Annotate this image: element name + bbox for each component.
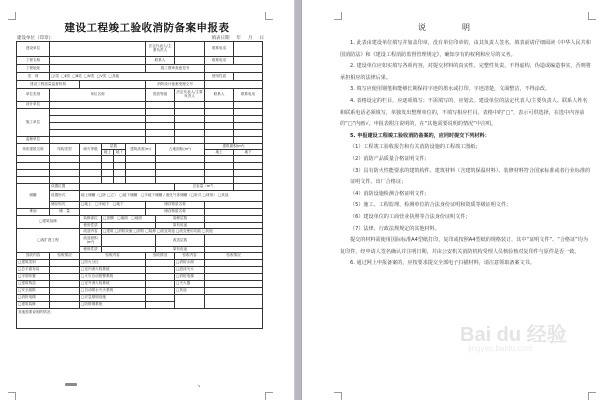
margin-corner-mark (588, 392, 596, 400)
input-cell[interactable] (234, 109, 263, 116)
input-cell[interactable] (234, 123, 263, 130)
list-item: （3）具有防火性能要求的建筑构件、建筑材料（含建筑保温材料）、装修材料符合国家标准或者行业标准的证明文件、出厂合格证； (350, 167, 591, 186)
form-row (17, 81, 263, 89)
option-checkbox[interactable]: □其他 (108, 73, 120, 78)
input-cell[interactable] (50, 295, 80, 302)
input-cell[interactable] (102, 156, 114, 163)
input-cell[interactable] (50, 116, 146, 123)
input-cell[interactable] (146, 295, 175, 302)
input-cell[interactable] (126, 177, 156, 184)
input-cell[interactable] (175, 102, 205, 109)
input-cell[interactable] (156, 177, 205, 184)
page-gap-divider (294, 0, 302, 400)
input-cell[interactable] (102, 235, 156, 247)
category-options[interactable] (50, 73, 205, 81)
inspection-row (17, 295, 263, 302)
input-cell[interactable] (234, 73, 263, 81)
margin-corner-mark (334, 12, 342, 20)
decoration-row (17, 216, 263, 223)
storage-row (17, 191, 263, 202)
margin-corner-mark (588, 12, 596, 20)
input-cell[interactable] (234, 184, 263, 191)
table-row (17, 109, 263, 116)
input-cell[interactable] (102, 163, 114, 170)
checkbox-label[interactable]: □改扩建工程 (17, 229, 80, 253)
input-cell[interactable] (50, 57, 146, 65)
column-header: 验收内容 (80, 253, 146, 260)
form-row (17, 65, 263, 73)
column-header: 验收情况 (146, 253, 175, 260)
column-header: 验收情况 (50, 253, 80, 260)
input-cell[interactable] (50, 42, 146, 57)
table-row (17, 123, 263, 130)
input-cell[interactable] (205, 137, 234, 144)
input-cell[interactable] (175, 116, 205, 123)
inspection-header-row (17, 253, 263, 260)
input-cell[interactable] (146, 302, 175, 309)
input-cell[interactable] (234, 57, 263, 65)
table-row (17, 116, 263, 123)
input-cell[interactable] (156, 170, 205, 177)
label-cell: 建设单位 (17, 42, 50, 57)
storage-row (17, 184, 263, 191)
column-header: 建筑面积(m²) (205, 144, 263, 150)
input-cell[interactable] (146, 123, 175, 130)
option-checkbox[interactable]: □Ⅰ类 (51, 73, 60, 78)
input-cell[interactable] (205, 170, 234, 177)
label-cell: 储存物质名称 (146, 209, 205, 216)
input-cell[interactable] (205, 65, 263, 73)
inspection-item[interactable]: □安全疏散 (17, 288, 50, 295)
paragraph: 4. 表格设定的栏目，应逐项填写；不需填写的，应划去。建设单位的法定代表人/主要负责人、联系人姓名和联系电话必须填写，单独发出整理单位的，不填写相应栏目。表格中的“□”，表示可供选择，在选中内容前的“□”内画√。申报表附注说明的，在“其他需要说明的情况”中注明。 (340, 97, 588, 128)
input-cell[interactable] (234, 177, 263, 184)
inspection-item[interactable]: □泡沫灭火 (175, 267, 205, 274)
input-cell[interactable] (50, 170, 80, 177)
margin-corner-mark (8, 12, 16, 20)
input-cell[interactable] (175, 42, 205, 57)
input-cell[interactable] (205, 202, 263, 209)
input-cell[interactable] (126, 163, 156, 170)
table-row (17, 163, 263, 170)
column-subheader: 地下 (114, 150, 126, 156)
date-year: 年 (236, 36, 241, 41)
form-row (17, 57, 263, 65)
inspection-item[interactable]: □建筑构造 (17, 281, 50, 288)
label-cell: 监理单位 (17, 137, 50, 144)
input-cell[interactable] (50, 156, 80, 163)
input-cell[interactable] (50, 274, 80, 281)
input-cell[interactable] (205, 130, 234, 137)
input-cell[interactable] (126, 170, 156, 177)
paragraph: 5. 申报建设工程竣工验收消防备案的，应同时提交下列材料： (350, 132, 490, 139)
label-cell: 设置形式 (50, 191, 80, 202)
inspection-item[interactable]: □消防电梯 (175, 274, 205, 281)
column-header: 单位名称 (50, 89, 146, 102)
input-cell[interactable] (50, 163, 80, 170)
input-cell[interactable] (175, 130, 205, 137)
input-cell[interactable] (50, 102, 146, 109)
label-cell: 工程名称 (17, 57, 50, 65)
label-cell: 施工图审查意见书 (146, 65, 205, 73)
input-cell[interactable] (205, 281, 263, 288)
margin-corner-mark (8, 392, 16, 400)
label-cell: 装修层数 (156, 216, 205, 223)
inspection-row (17, 281, 263, 288)
column-header: 耐火等级 (80, 144, 102, 156)
input-cell[interactable] (17, 156, 50, 163)
input-cell[interactable] (205, 156, 234, 163)
option-checkbox[interactable]: □Ⅳ类 (84, 73, 95, 78)
table-row (17, 156, 263, 163)
input-cell[interactable] (17, 177, 50, 184)
notes-row (17, 309, 263, 329)
option-group[interactable]: 地上储罐（□卧 □立） □地下储罐 □半地下储罐 / 液化气体储罐（□卧式 □球形） □其他 (80, 191, 263, 202)
input-cell[interactable] (205, 295, 263, 309)
input-cell[interactable] (80, 163, 102, 170)
table-row (17, 130, 263, 137)
column-header: 单体建筑名称 (17, 144, 50, 156)
group-label: 堆场 (17, 209, 50, 216)
input-cell[interactable] (50, 281, 80, 288)
inspection-item[interactable]: □防排烟系统 (80, 302, 146, 309)
input-cell[interactable] (50, 65, 146, 73)
inspection-item[interactable]: □平面布置 (17, 274, 50, 281)
form-row (17, 42, 263, 57)
group-label: 储罐 (17, 184, 50, 209)
input-cell[interactable] (234, 116, 263, 123)
label-cell: 改造内容 (80, 229, 102, 235)
date-day: 日 (259, 36, 264, 41)
input-cell[interactable] (146, 116, 175, 123)
notes-field[interactable]: 其他需要说明的情况： (17, 309, 263, 329)
inspection-item[interactable]: □室外消火栓系统 (80, 281, 146, 288)
column-header: 法定代表人/主要负责人 (175, 89, 205, 102)
input-cell[interactable] (50, 109, 146, 116)
input-cell[interactable] (50, 260, 80, 267)
date-label: 填表日期 (211, 36, 230, 41)
inspection-item[interactable]: □消防水源 (175, 260, 205, 267)
label-cell: 原有用途 (156, 247, 205, 253)
inspection-row (17, 260, 263, 267)
input-cell[interactable] (234, 102, 263, 109)
input-cell[interactable] (146, 130, 175, 137)
table-row (17, 137, 263, 144)
input-cell[interactable] (205, 163, 234, 170)
inspection-item[interactable]: □应急照明设施 (80, 295, 146, 302)
input-cell[interactable] (50, 130, 146, 137)
input-cell[interactable] (146, 281, 175, 288)
paragraph: 3. 填写应使用钢笔和能够长期保持字迹的墨水或打印，字迹清楚，文面整洁，不得涂改。 (350, 86, 551, 93)
option-checkbox[interactable]: □Ⅴ类 (96, 73, 107, 78)
applicant-label: 建设单位（印章）： (17, 36, 56, 41)
column-subheader: 地下 (234, 150, 263, 156)
input-cell[interactable] (146, 267, 175, 274)
column-header: 占地面积(m²) (156, 144, 205, 156)
label-cell: 设置位置 (50, 184, 80, 191)
form-title: 建设工程竣工验收消防备案申报表 (64, 22, 230, 34)
column-subheader: 地上 (205, 150, 234, 156)
option-checkbox[interactable]: □Ⅱ类 (61, 73, 71, 78)
input-cell[interactable] (102, 170, 114, 177)
label-cell: 改造面积(m²) (80, 235, 102, 247)
input-cell[interactable] (234, 156, 263, 163)
inspection-item[interactable]: □自动喷水灭火系统 (80, 288, 146, 295)
label-cell: 类 别 (17, 73, 50, 81)
input-cell[interactable] (114, 156, 126, 163)
input-cell[interactable] (205, 260, 263, 267)
input-cell[interactable] (50, 267, 80, 274)
input-cell[interactable] (205, 288, 263, 295)
input-cell[interactable] (205, 209, 263, 216)
instructions-title: 说 明 (418, 23, 484, 32)
label-cell: 使用性质 (80, 247, 102, 253)
input-cell[interactable] (50, 302, 80, 309)
margin-corner-mark (334, 392, 342, 400)
label-cell: 总容量（m³） (175, 184, 234, 191)
margin-corner-mark (265, 392, 273, 400)
margin-corner-mark (265, 12, 273, 20)
input-cell[interactable] (17, 163, 50, 170)
input-cell[interactable] (146, 288, 175, 295)
column-header: 建筑高度(m) (126, 144, 156, 156)
column-header: 验收内容 (175, 253, 205, 260)
input-cell[interactable] (50, 123, 146, 130)
list-item: （5）施工、工程监理、检测单位的合法身份证明和资质等级证明文件； (350, 202, 512, 209)
input-cell[interactable] (114, 170, 126, 177)
label-cell: 设计单位 (17, 102, 50, 109)
input-cell[interactable] (234, 163, 263, 170)
instructions-body (340, 38, 592, 270)
column-header: 验收内容 (17, 253, 50, 260)
input-cell[interactable] (146, 260, 175, 267)
column-header: 联系电话 (234, 89, 263, 102)
input-cell[interactable] (126, 156, 156, 163)
input-cell[interactable] (156, 156, 205, 163)
inspection-item[interactable]: □消防电梯 (17, 295, 50, 302)
input-cell[interactable] (205, 235, 263, 247)
inspection-item[interactable]: □防火分区 (80, 260, 146, 267)
baidu-watermark-logo: Bai du 经验 (460, 324, 567, 346)
label-cell: 储存形式 (50, 202, 80, 209)
inspection-item[interactable]: □总平面布局 (17, 267, 50, 274)
table-row (17, 177, 263, 184)
column-header: 资质等级 (146, 89, 175, 102)
option-group[interactable]: □建筑 □消防设施 □消防 □装修 □改变用途 □改变使用功能 □其他 (102, 229, 263, 235)
paragraph: 提交的材料需使用国际标准A4型纸打印，复印或按照A4型纸的规格装订，其中“证明文件”、“合格证”均为复印件，经申请人签名确认并注明日期，并由公安机关消防机构受理人员核验核对复印件与原件是否一致。 (340, 237, 588, 255)
input-cell[interactable] (234, 42, 263, 57)
input-cell[interactable] (205, 81, 263, 89)
table-corner-handle-icon[interactable]: ↘ (197, 383, 201, 388)
input-cell[interactable] (80, 81, 146, 89)
paragraph: 1. 此表由建设单位填写并加盖印章，没有单位印章的，由其负责人签名。填表前请仔细阅读《中华人民共和国消防法》和《建设工程消防监督管理规定》，确知享有的权利和应尽的义务。 (340, 40, 591, 58)
date-month: 月 (248, 36, 253, 41)
list-item: （6）建设单位的工商营业执照等合法身份证明文件； (350, 213, 471, 220)
units-header-row (17, 89, 263, 102)
option-checkbox[interactable]: □Ⅲ类 (72, 73, 82, 78)
input-cell[interactable] (234, 170, 263, 177)
input-cell[interactable] (205, 177, 234, 184)
option-group[interactable]: □地上 □半地下 □地下 (80, 202, 146, 209)
list-item: （7）法律、行政法规规定的其他材料。 (350, 225, 440, 232)
input-cell[interactable] (50, 177, 80, 184)
label-cell: 使用性质 (80, 223, 102, 229)
input-cell[interactable] (80, 156, 102, 163)
filing-form-table (16, 41, 263, 329)
input-cell[interactable] (80, 170, 102, 177)
column-header: 单位类别 (17, 89, 50, 102)
label-cell: 联系人 (146, 57, 175, 65)
input-cell[interactable] (114, 177, 126, 184)
input-cell[interactable] (146, 109, 175, 116)
input-cell[interactable] (146, 137, 175, 144)
input-cell[interactable] (205, 216, 263, 223)
label-cell: 储 量 (50, 209, 80, 216)
input-cell[interactable] (102, 177, 114, 184)
inspection-item[interactable]: □灭火器 (175, 281, 205, 288)
column-header: 验收情况 (205, 253, 263, 260)
inspection-item[interactable]: □室内消火栓系统 (80, 267, 146, 274)
label-cell: 消防设计备案受理文号 (146, 81, 205, 89)
input-cell[interactable] (205, 109, 234, 116)
inspection-row (17, 274, 263, 281)
inspection-item[interactable]: □建筑装修 (17, 302, 50, 309)
form-row (17, 73, 263, 81)
input-cell[interactable] (205, 116, 234, 123)
input-cell[interactable] (234, 137, 263, 144)
column-header: 结构类型 (50, 144, 80, 156)
paragraph: 6. 通过网上申报备案的，应按要求提交全部电子扫描材料，请注意领取备案文书。 (350, 260, 535, 267)
storage-row (17, 202, 263, 209)
inspection-item[interactable]: □建筑类别 (17, 260, 50, 267)
inspection-item[interactable]: □其他 (175, 288, 205, 295)
input-cell[interactable] (205, 267, 263, 274)
list-item: （2）消防产品质量合格证明文件； (350, 155, 430, 162)
input-cell[interactable] (156, 163, 205, 170)
label-cell: 改造层数 (156, 235, 205, 247)
input-cell[interactable] (146, 274, 175, 281)
pile-row (17, 209, 263, 216)
input-cell[interactable] (234, 130, 263, 137)
input-cell[interactable] (146, 102, 175, 109)
column-header: 联系人 (205, 89, 234, 102)
input-cell[interactable] (175, 295, 205, 309)
inspection-row (17, 267, 263, 274)
input-cell[interactable] (205, 123, 234, 130)
input-cell[interactable] (175, 123, 205, 130)
input-cell[interactable] (175, 137, 205, 144)
label-cell: 联系电话 (205, 42, 234, 57)
checkbox-label[interactable]: □建筑装修 (17, 216, 80, 229)
label-cell: 联系电话 (205, 57, 234, 65)
input-cell[interactable] (80, 177, 102, 184)
input-cell[interactable] (80, 184, 175, 191)
input-cell[interactable] (175, 109, 205, 116)
column-subheader: 地上 (102, 150, 114, 156)
document-page-1 (0, 0, 294, 400)
label-cell: 法定代表人/主要负责人 (146, 42, 175, 57)
label-cell: 原有用途 (156, 223, 205, 229)
input-cell[interactable] (114, 163, 126, 170)
input-cell[interactable] (50, 137, 146, 144)
input-cell[interactable] (205, 102, 234, 109)
option-group[interactable]: □顶棚 □墙面 □地面 (102, 216, 156, 223)
input-cell[interactable] (50, 288, 80, 295)
table-row (17, 170, 263, 177)
label-cell: 施工单位 (17, 109, 50, 137)
column-header: 层数 (102, 144, 126, 150)
list-item: （1）工程竣工验收报告和有关消防设施的工程竣工图纸； (350, 144, 481, 151)
inspection-row (17, 288, 263, 295)
table-resize-handle[interactable] (65, 383, 77, 386)
list-item: （4）消防设施检测合格证明文件； (350, 190, 430, 197)
paragraph: 2. 建设单位应如实填写各项内容，对提交材料的真实性、完整性负责，不得虚构、伪造或编造事实，否则将承担相应的法律后果。 (340, 63, 591, 81)
input-cell[interactable] (80, 209, 146, 216)
input-cell[interactable] (175, 57, 205, 65)
baidu-watermark-url: jingyan.baidu.com (468, 344, 533, 353)
label-cell: 工程地址 (17, 65, 50, 73)
label-cell: 建设工程质量监督机构 (17, 81, 80, 89)
label-cell: 使用性质 (205, 73, 234, 81)
label-cell: 储存物质名称 (146, 202, 205, 209)
input-cell[interactable] (205, 274, 263, 281)
table-row (17, 102, 263, 109)
input-cell[interactable] (17, 170, 50, 177)
label-cell: 装修部位 (80, 216, 102, 223)
inspection-item[interactable]: □火灾自动报警系统 (80, 274, 146, 281)
